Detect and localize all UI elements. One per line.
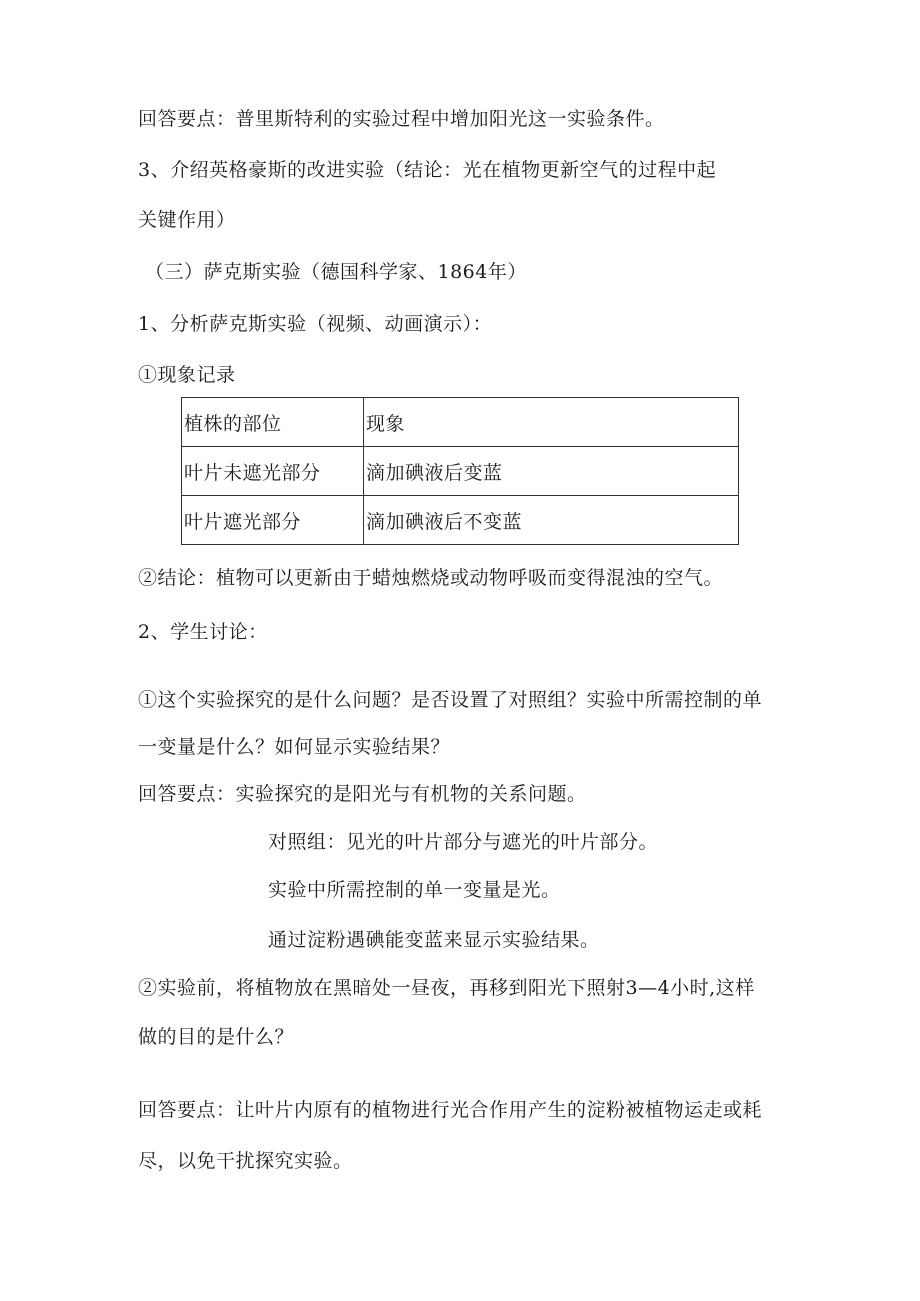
answer-point-priestley: 回答要点：普里斯特利的实验过程中增加阳光这一实验条件。 [138,108,665,130]
table-row [182,447,739,496]
ingenhousz-experiment-cont: 关键作用） [138,209,236,231]
discussion-question-1: ①这个实验探究的是什么问题？是否设置了对照组？实验中所需控制的单 [138,689,763,711]
answer-point-2: 回答要点：让叶片内原有的植物进行光合作用产生的淀粉被植物运走或耗 [138,1099,763,1121]
answer-single-variable: 实验中所需控制的单一变量是光。 [268,879,561,901]
phenomenon-table [181,397,739,545]
answer-point-1: 回答要点：实验探究的是阳光与有机物的关系问题。 [138,783,587,805]
section-heading-sachs: （三）萨克斯实验（德国科学家、1864年） [145,261,527,283]
conclusion-line: ②结论：植物可以更新由于蜡烛燃烧或动物呼吸而变得混浊的空气。 [138,567,724,589]
table-header-cell: 植株的部位 [182,398,364,447]
discussion-question-2: ②实验前，将植物放在黑暗处一昼夜，再移到阳光下照射3—4小时,这样 [138,977,755,999]
phenomenon-record-label: ①现象记录 [138,364,236,386]
table-cell: 滴加碘液后变蓝 [364,447,739,496]
discussion-question-2-cont: 做的目的是什么？ [138,1026,295,1048]
table-cell: 滴加碘液后不变蓝 [364,496,739,545]
answer-control-group: 对照组：见光的叶片部分与遮光的叶片部分。 [268,831,659,853]
analyze-sachs-experiment: 1、分析萨克斯实验（视频、动画演示）： [138,313,493,335]
table-cell: 叶片遮光部分 [182,496,364,545]
discussion-question-1-cont: 一变量是什么？如何显示实验结果？ [138,736,451,758]
answer-show-result: 通过淀粉遇碘能变蓝来显示实验结果。 [268,929,600,951]
student-discussion-heading: 2、学生讨论： [138,621,268,643]
table-cell: 叶片未遮光部分 [182,447,364,496]
table-row [182,496,739,545]
table-header-row [182,398,739,447]
answer-point-2-cont: 尽，以免干扰探究实验。 [138,1150,353,1172]
table-header-cell: 现象 [364,398,739,447]
ingenhousz-experiment: 3、介绍英格豪斯的改进实验（结论：光在植物更新空气的过程中起 [138,159,717,181]
